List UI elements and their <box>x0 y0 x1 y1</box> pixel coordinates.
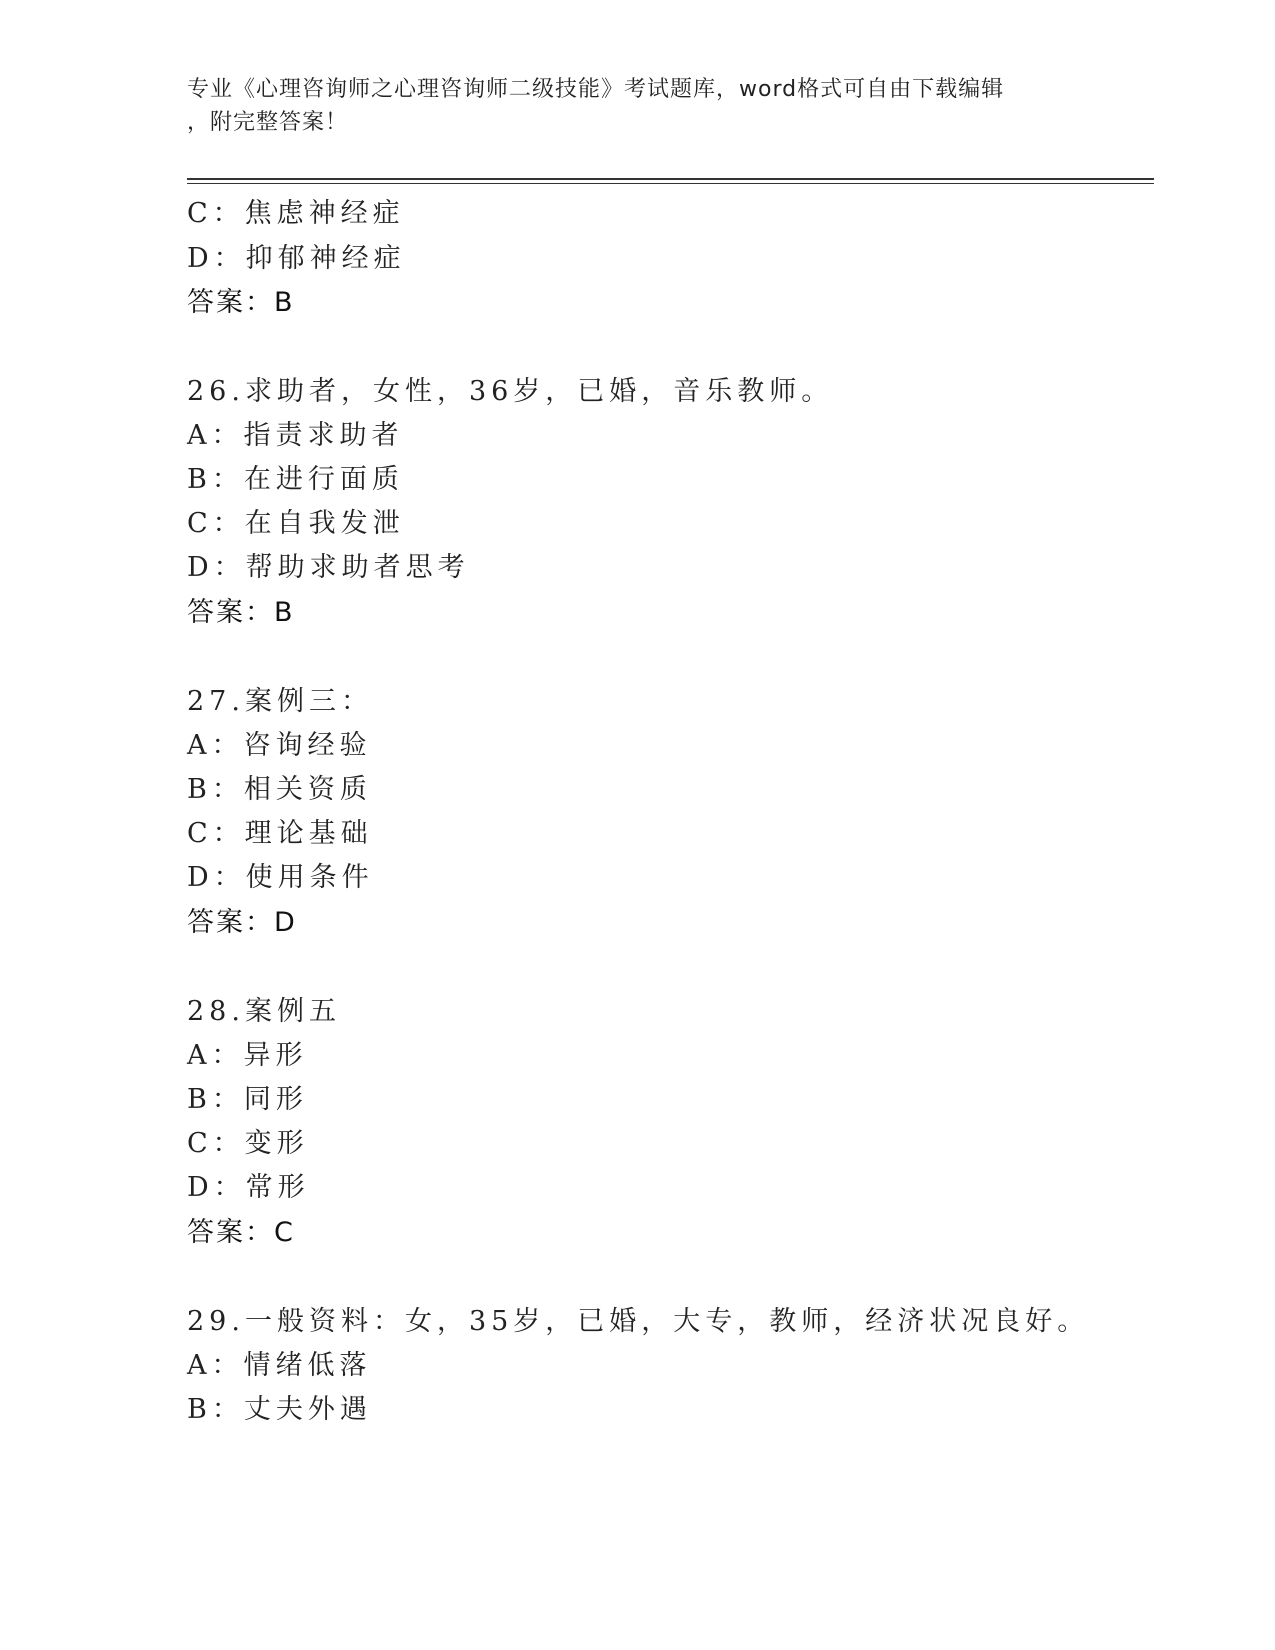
option-d: D：使用条件 <box>187 862 374 893</box>
question-stem: 29.一般资料：女，35岁，已婚，大专，教师，经济状况良好。 <box>187 1306 1090 1337</box>
option-a: A：异形 <box>187 1040 308 1071</box>
option-b: B：在进行面质 <box>187 464 404 495</box>
option-a: A：情绪低落 <box>187 1350 372 1381</box>
option-c: C：理论基础 <box>187 818 373 849</box>
option-c: C：变形 <box>187 1128 309 1159</box>
option-c: C：在自我发泄 <box>187 508 405 539</box>
answer: 答案：B <box>187 287 295 318</box>
header-rule-thick <box>187 178 1154 180</box>
option-a: A：指责求助者 <box>187 420 404 451</box>
option-a: A：咨询经验 <box>187 730 372 761</box>
option-c: C：焦虑神经症 <box>187 198 405 229</box>
header-rule-thin <box>187 183 1154 184</box>
question-stem: 27.案例三： <box>187 686 373 717</box>
option-d: D：常形 <box>187 1172 310 1203</box>
question-stem: 26.求助者，女性，36岁，已婚，音乐教师。 <box>187 376 834 407</box>
option-d: D：抑郁神经症 <box>187 243 406 274</box>
answer: 答案：C <box>187 1217 295 1248</box>
header-line-2: ，附完整答案！ <box>187 110 349 135</box>
option-d: D：帮助求助者思考 <box>187 552 470 583</box>
document-header <box>187 73 1067 139</box>
question-stem: 28.案例五 <box>187 996 341 1027</box>
header-line-1: 专业《心理咨询师之心理咨询师二级技能》考试题库，word格式可自由下载编辑 <box>187 77 1005 102</box>
option-b: B：相关资质 <box>187 774 372 805</box>
answer: 答案：B <box>187 597 295 628</box>
option-b: B：丈夫外遇 <box>187 1394 372 1425</box>
option-b: B：同形 <box>187 1084 308 1115</box>
answer: 答案：D <box>187 907 297 938</box>
